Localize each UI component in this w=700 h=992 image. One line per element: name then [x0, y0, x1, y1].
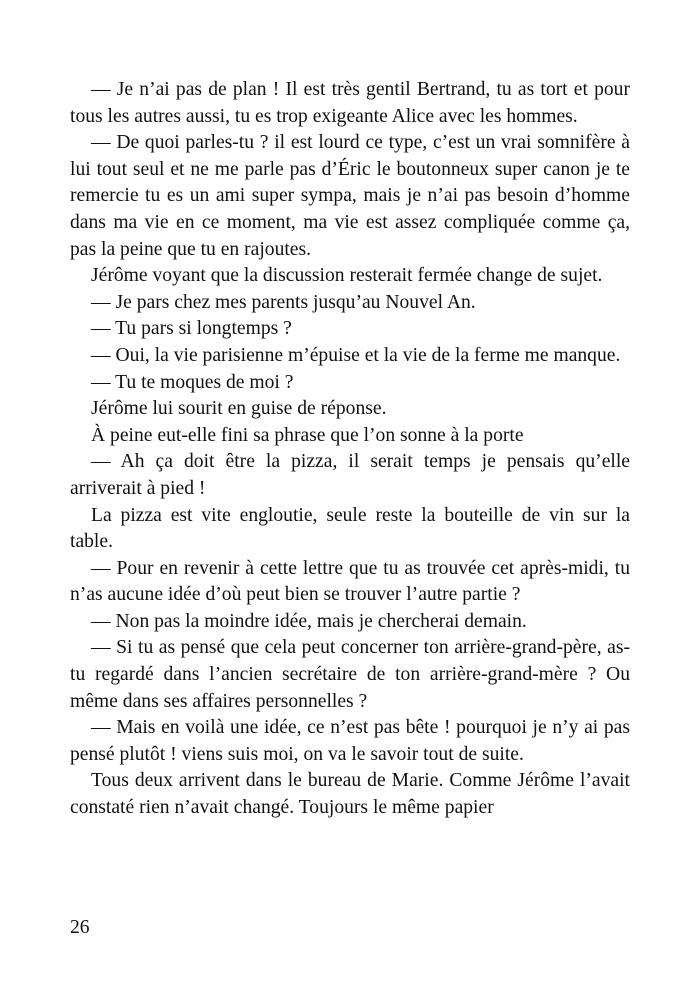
- paragraph: À peine eut-elle fini sa phrase que l’on sonne à la porte: [91, 424, 524, 446]
- paragraph: — Ah ça doit être la pizza, il serait temps je pensais qu’elle arriverait à pied !: [70, 451, 630, 499]
- paragraph: Tous deux arrivent dans le bureau de Marie. Comme Jérôme l’avait constaté rien n’avait changé. Toujours le même papier: [70, 770, 630, 819]
- paragraph: — De quoi parles-tu ? il est lourd ce type, c’est un vrai somnifère à lui tout seul et ne me parle pas d’Éric le boutonneux super canon je te remercie tu es un ami super sympa, mais je n’ai pas besoin d’homme dans ma vie en ce moment, ma vie est assez compliquée comme ça, pas la peine que tu en rajoutes.: [70, 132, 630, 260]
- paragraph: Jérôme lui sourit en guise de réponse.: [91, 398, 387, 420]
- paragraph: — Je n’ai pas de plan ! Il est très gentil Bertrand, tu as tort et pour tous les autres aussi, tu es trop exigeante Alice avec les hommes.: [70, 79, 630, 127]
- paragraph: — Tu pars si longtemps ?: [91, 318, 292, 340]
- paragraph: — Pour en revenir à cette lettre que tu as trouvée cet après-midi, tu n’as aucune idée d’où peut bien se trouver l’autre partie ?: [70, 557, 630, 606]
- page-body-text: [70, 77, 630, 822]
- paragraph: Jérôme voyant que la discussion resterait fermée change de sujet.: [91, 265, 603, 287]
- paragraph: — Oui, la vie parisienne m’épuise et la vie de la ferme me manque.: [91, 344, 621, 366]
- paragraph: La pizza est vite engloutie, seule reste la bouteille de vin sur la table.: [70, 504, 630, 553]
- paragraph: — Tu te moques de moi ?: [91, 371, 294, 393]
- paragraph: — Si tu as pensé que cela peut concerner ton arrière-grand-père, as-tu regardé dans l’ancien secrétaire de ton arrière-grand-mère ? Ou même dans ses affaires personnelles ?: [70, 637, 630, 712]
- paragraph: — Non pas la moindre idée, mais je chercherai demain.: [91, 610, 527, 632]
- paragraph: — Je pars chez mes parents jusqu’au Nouvel An.: [91, 291, 476, 313]
- paragraph: — Mais en voilà une idée, ce n’est pas bête ! pourquoi je n’y ai pas pensé plutôt ! viens suis moi, on va le savoir tout de suite.: [70, 717, 630, 765]
- page-number: 26: [70, 917, 90, 938]
